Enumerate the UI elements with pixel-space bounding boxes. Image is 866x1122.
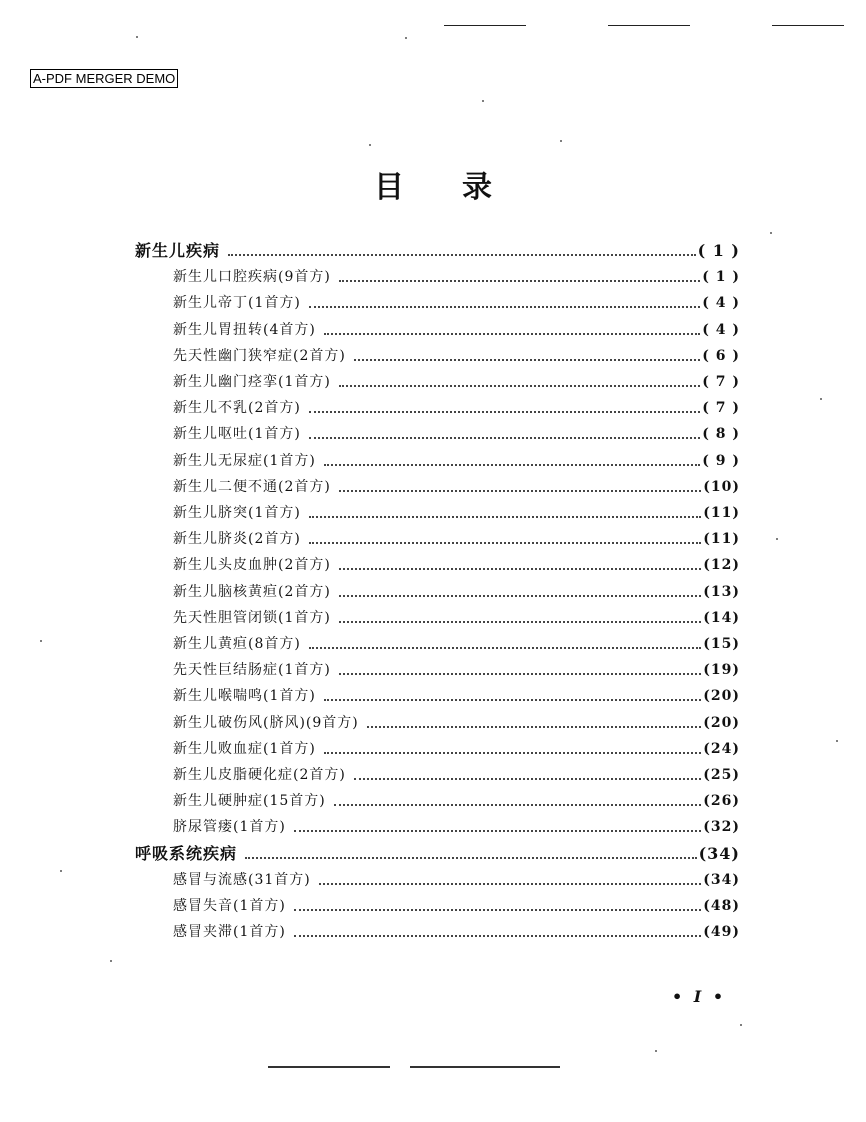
toc-entry-label: 新生儿喉喘鸣(1首方) <box>173 688 316 704</box>
toc-entry-page: (48) <box>703 898 740 914</box>
footer-rule <box>268 1066 390 1068</box>
toc-entry-row <box>173 423 740 445</box>
toc-dot-leader <box>228 252 696 256</box>
toc-entry-page: ( 7 ) <box>702 374 740 390</box>
scan-speck <box>655 1050 657 1052</box>
toc-entry-row <box>173 895 740 917</box>
toc-entry-row <box>173 685 740 707</box>
toc-entry-label: 新生儿头皮血肿(2首方) <box>173 557 331 573</box>
toc-dot-leader <box>339 566 701 570</box>
toc-entry-page: ( 4 ) <box>702 295 740 311</box>
toc-dot-leader <box>339 593 701 597</box>
toc-entry-page: (34) <box>698 844 740 863</box>
toc-entry-row <box>173 345 740 367</box>
toc-entry-label: 新生儿皮脂硬化症(2首方) <box>173 767 346 783</box>
toc-dot-leader <box>339 383 700 387</box>
toc-entry-label: 先天性幽门狭窄症(2首方) <box>173 348 346 364</box>
scan-speck <box>776 538 778 540</box>
toc-entry-row <box>173 476 740 498</box>
toc-dot-leader <box>324 462 700 466</box>
toc-entry-row <box>173 921 740 943</box>
toc-entry-label: 感冒夹滞(1首方) <box>173 924 286 940</box>
toc-entry-row <box>173 292 740 314</box>
toc-dot-leader <box>339 488 701 492</box>
toc-entry-label: 新生儿黄疸(8首方) <box>173 636 301 652</box>
toc-entry-label: 新生儿脐炎(2首方) <box>173 531 301 547</box>
toc-entry-row <box>173 371 740 393</box>
toc-entry-label: 新生儿幽门痉挛(1首方) <box>173 374 331 390</box>
toc-entry-label: 先天性巨结肠症(1首方) <box>173 662 331 678</box>
scan-speck <box>770 232 772 234</box>
scan-speck <box>820 398 822 400</box>
toc-dot-leader <box>309 409 700 413</box>
toc-dot-leader <box>339 278 700 282</box>
toc-dot-leader <box>354 776 701 780</box>
toc-entry-row <box>173 607 740 629</box>
toc-entry-row <box>173 869 740 891</box>
scan-line <box>608 25 690 26</box>
toc-dot-leader <box>324 697 701 701</box>
toc-entry-row <box>173 764 740 786</box>
toc-dot-leader <box>245 855 697 859</box>
toc-dot-leader <box>334 802 702 806</box>
toc-entry-page: (19) <box>703 662 740 678</box>
toc-dot-leader <box>367 724 702 728</box>
toc-dot-leader <box>354 357 700 361</box>
scan-speck <box>60 870 62 872</box>
toc-dot-leader <box>294 933 701 937</box>
page-number: • I • <box>672 987 727 1006</box>
toc-entry-row <box>173 712 740 734</box>
toc-dot-leader <box>309 514 701 518</box>
toc-entry-page: (26) <box>703 793 740 809</box>
page-title: 目录 <box>374 170 550 205</box>
toc-entry-label: 新生儿胃扭转(4首方) <box>173 322 316 338</box>
toc-entry-page: (20) <box>703 715 740 731</box>
toc-dot-leader <box>309 435 700 439</box>
scan-speck <box>40 640 42 642</box>
toc-entry-page: ( 6 ) <box>702 348 740 364</box>
toc-entry-page: (49) <box>703 924 740 940</box>
toc-dot-leader <box>324 750 701 754</box>
toc-dot-leader <box>309 645 701 649</box>
toc-entry-row <box>173 528 740 550</box>
watermark-label: A-PDF MERGER DEMO <box>30 69 178 88</box>
toc-entry-label: 新生儿二便不通(2首方) <box>173 479 331 495</box>
toc-entry-page: (15) <box>703 636 740 652</box>
toc-entry-page: (11) <box>703 531 740 547</box>
toc-entry-row <box>173 738 740 760</box>
toc-entry-page: ( 4 ) <box>702 322 740 338</box>
toc-entry-label: 新生儿疾病 <box>135 241 221 260</box>
toc-entry-row <box>173 319 740 341</box>
toc-entry-page: (10) <box>703 479 740 495</box>
toc-dot-leader <box>339 619 701 623</box>
scan-speck <box>560 140 562 142</box>
scan-line <box>444 25 526 26</box>
scan-speck <box>136 36 138 38</box>
footer-rule <box>410 1066 560 1068</box>
toc-entry-label: 新生儿破伤风(脐风)(9首方) <box>173 715 359 731</box>
toc-entry-row <box>173 554 740 576</box>
scan-speck <box>482 100 484 102</box>
toc-entry-page: (32) <box>703 819 740 835</box>
toc-section-row <box>135 843 740 865</box>
toc-entry-label: 新生儿无尿症(1首方) <box>173 453 316 469</box>
toc-entry-page: (24) <box>703 741 740 757</box>
toc-dot-leader <box>309 304 700 308</box>
toc-entry-row <box>173 816 740 838</box>
toc-entry-page: (11) <box>703 505 740 521</box>
toc-entry-label: 新生儿硬肿症(15首方) <box>173 793 326 809</box>
toc-entry-label: 感冒失音(1首方) <box>173 898 286 914</box>
toc-entry-label: 呼吸系统疾病 <box>135 844 238 863</box>
toc-entry-row <box>173 450 740 472</box>
scan-speck <box>110 960 112 962</box>
toc-entry-page: (20) <box>703 688 740 704</box>
toc-entry-page: (13) <box>703 584 740 600</box>
toc-entry-label: 新生儿脑核黄疸(2首方) <box>173 584 331 600</box>
toc-dot-leader <box>309 540 701 544</box>
toc-entry-row <box>173 502 740 524</box>
toc-section-row <box>135 240 740 262</box>
toc-dot-leader <box>294 907 701 911</box>
toc-entry-label: 新生儿败血症(1首方) <box>173 741 316 757</box>
scan-speck <box>836 740 838 742</box>
toc-entry-page: ( 7 ) <box>702 400 740 416</box>
toc-dot-leader <box>294 828 701 832</box>
toc-entry-row <box>173 581 740 603</box>
scan-speck <box>740 1024 742 1026</box>
toc-dot-leader <box>324 331 700 335</box>
scan-line <box>772 25 844 26</box>
toc-entry-row <box>173 266 740 288</box>
toc-entry-label: 脐尿管瘘(1首方) <box>173 819 286 835</box>
toc-entry-page: (34) <box>703 872 740 888</box>
toc-dot-leader <box>319 881 702 885</box>
toc-entry-page: (14) <box>703 610 740 626</box>
toc-entry-page: ( 9 ) <box>702 453 740 469</box>
scan-speck <box>369 144 371 146</box>
toc-entry-label: 新生儿不乳(2首方) <box>173 400 301 416</box>
scan-speck <box>405 37 407 39</box>
toc-entry-page: (12) <box>703 557 740 573</box>
toc-entry-page: ( 1 ) <box>697 241 740 260</box>
toc-entry-label: 新生儿呕吐(1首方) <box>173 426 301 442</box>
toc-entry-page: (25) <box>703 767 740 783</box>
toc-dot-leader <box>339 671 701 675</box>
toc-entry-label: 先天性胆管闭锁(1首方) <box>173 610 331 626</box>
toc-entry-page: ( 1 ) <box>702 269 740 285</box>
toc-entry-row <box>173 790 740 812</box>
toc-entry-page: ( 8 ) <box>702 426 740 442</box>
toc-entry-label: 感冒与流感(31首方) <box>173 872 311 888</box>
toc-entry-label: 新生儿脐突(1首方) <box>173 505 301 521</box>
toc-entry-row <box>173 397 740 419</box>
toc-entry-row <box>173 633 740 655</box>
toc-entry-label: 新生儿口腔疾病(9首方) <box>173 269 331 285</box>
toc-entry-label: 新生儿帝丁(1首方) <box>173 295 301 311</box>
toc-entry-row <box>173 659 740 681</box>
